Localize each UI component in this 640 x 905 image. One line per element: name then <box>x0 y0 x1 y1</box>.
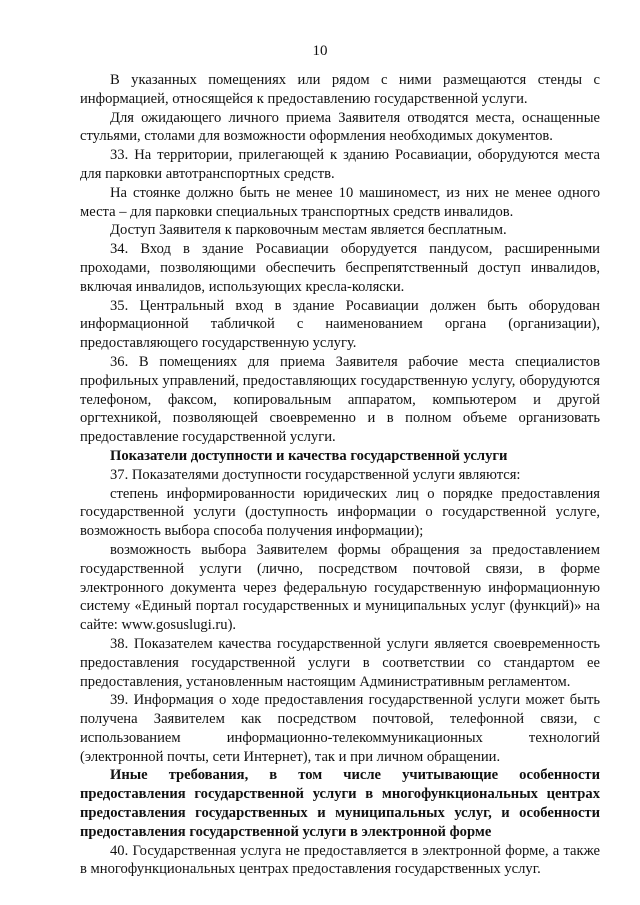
paragraph-33-parking: 33. На территории, прилегающей к зданию Росавиации, оборудуются места для парковки автотранспортных средств. <box>80 147 600 182</box>
paragraph-parking-free: Доступ Заявителя к парковочным местам является бесплатным. <box>110 222 507 239</box>
paragraph-36-workplaces: 36. В помещениях для приема Заявителя рабочие места специалистов профильных управлений, предоставляющих государственную услугу, оборудуются телефоном, факсом, копировальным аппаратом, компьютером и другой оргтехникой, позволяющей своевременно и в полном объеме организовать предоставление государственной услуги. <box>80 353 600 446</box>
paragraph-35-signboard: 35. Центральный вход в здание Росавиации должен быть оборудован информационной табличкой с наименованием органа (организации), предоставляющего государственную услугу. <box>80 297 600 352</box>
paragraph-34-entrance: 34. Вход в здание Росавиации оборудуется пандусом, расширенными проходами, позволяющими обеспечить беспрепятственный доступ инвалидов, включая инвалидов, использующих кресла-коляски. <box>80 241 600 295</box>
paragraph-38-quality: 38. Показателем качества государственной услуги является своевременность предоставления государственной услуги в соответствии со стандартом ее предоставления, установленным настоящим Административным регламентом. <box>80 635 600 690</box>
paragraph-37-indicators: 37. Показателями доступности государственной услуги являются: <box>110 466 521 483</box>
paragraph-39-progress-info: 39. Информация о ходе предоставления государственной услуги может быть получена Заявителем как посредством почтовой, телефонной связи, с использованием информационно-телекоммуникационных технологий (электронной почты, сети Интернет), так и при личном обращении. <box>80 692 600 765</box>
paragraph-awareness: степень информированности юридических лиц о порядке предоставления государственной услуги (доступность информации о государственной услуге, возможность выбора способа получения информации); <box>80 485 600 540</box>
paragraph-40-electronic: 40. Государственная услуга не предоставляется в электронной форме, а также в многофункциональных центрах предоставления государственных услуг. <box>80 842 600 878</box>
document-body <box>80 71 600 879</box>
page-number: 10 <box>312 43 328 59</box>
paragraph-parking-spaces: На стоянке должно быть не менее 10 машиномест, из них не менее одного места – для парковки специальных транспортных средств инвалидов. <box>80 184 600 220</box>
paragraph-request-form: возможность выбора Заявителем формы обращения за предоставлением государственной услуги (лично, посредством почтовой связи, в форме электронного документа через федеральную государственную информационную систему «Единый портал государственных и муниципальных услуг (функций)» на сайте: www.gosuslugi.ru). <box>80 541 600 634</box>
paragraph-waiting-seats: Для ожидающего личного приема Заявителя отводятся места, оснащенные стульями, столами для возможности оформления необходимых документов. <box>80 109 600 145</box>
section-heading-accessibility: Показатели доступности и качества государственной услуги <box>110 447 508 464</box>
section-heading-other-requirements: Иные требования, в том числе учитывающие особенности предоставления государственной услуги в многофункциональных центрах предоставления государственных и муниципальных услуг, и особенности предоставления государственной услуги в электронной форме <box>80 767 600 840</box>
paragraph-stands-info: В указанных помещениях или рядом с ними размещаются стенды с информацией, относящейся к предоставлению государственной услуги. <box>80 72 600 107</box>
